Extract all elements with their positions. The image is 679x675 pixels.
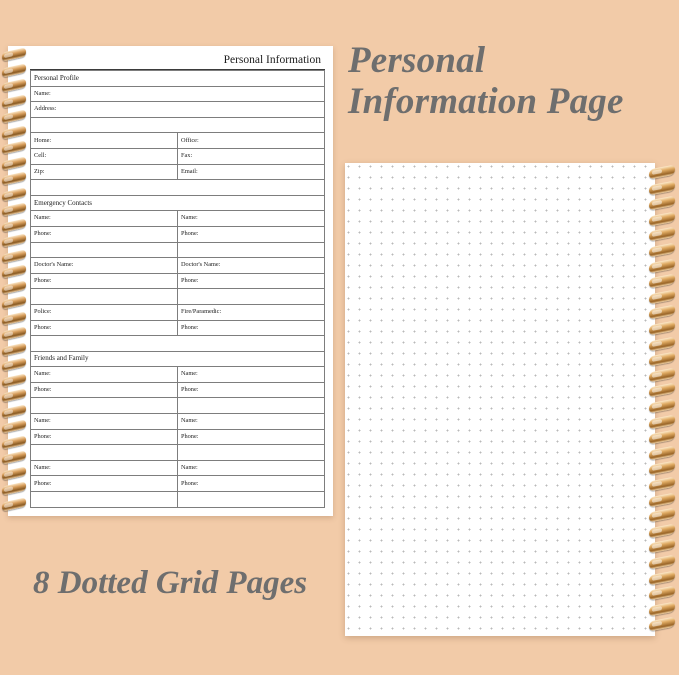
form-field[interactable]: Police: [31,304,178,320]
spiral-coil [649,461,675,476]
form-row [31,133,325,149]
spiral-coil [2,326,26,340]
form-field[interactable]: Fire/Paramedic: [178,304,325,320]
form-row [31,382,325,398]
dotted-grid-page [345,163,655,636]
form-row [31,117,325,133]
form-field[interactable]: Phone: [178,382,325,398]
form-field[interactable]: Phone: [178,476,325,492]
spiral-coil [2,218,26,232]
spiral-coil [649,180,675,195]
form-field-blank[interactable] [178,445,325,461]
spiral-coil [649,289,675,304]
spiral-coil [649,617,675,632]
form-row [31,398,325,414]
spiral-coil [649,367,675,382]
form-row [31,148,325,164]
dotted-grid-notebook [345,163,679,638]
spiral-coil [2,404,26,418]
form-row [31,102,325,118]
spiral-coil [649,539,675,554]
spiral-coil [2,202,26,216]
spiral-coil [649,274,675,289]
form-field[interactable]: Name: [31,460,178,476]
spiral-coil [649,242,675,257]
form-field-blank[interactable] [31,117,325,133]
spiral-coil [2,156,26,170]
spiral-coil [2,388,26,402]
form-row [31,476,325,492]
form-row [31,460,325,476]
form-field[interactable]: Cell: [31,148,178,164]
spiral-coil [2,311,26,325]
form-field[interactable]: Phone: [31,429,178,445]
spiral-coil [2,481,26,495]
spiral-coil [2,249,26,263]
form-field-blank[interactable] [31,242,178,258]
spiral-coil [2,419,26,433]
form-field[interactable]: Office: [178,133,325,149]
form-field-blank[interactable] [178,242,325,258]
form-row [31,367,325,383]
page-title: Personal Information [223,54,321,66]
spiral-coil [649,211,675,226]
spiral-coil [2,63,26,77]
spiral-coil [649,196,675,211]
form-row [31,211,325,227]
form-row [31,273,325,289]
spiral-coil [649,398,675,413]
spiral-coil [2,94,26,108]
spiral-coil [649,570,675,585]
form-field[interactable]: Phone: [31,382,178,398]
spiral-coil [2,373,26,387]
form-field[interactable]: Phone: [31,320,178,336]
form-row [31,492,325,508]
form-field[interactable]: Fax: [178,148,325,164]
form-field[interactable]: Phone: [178,320,325,336]
form-row [31,320,325,336]
section-heading: Friends and Family [31,351,325,367]
spiral-coil [649,586,675,601]
form-field[interactable]: Phone: [178,226,325,242]
form-field[interactable]: Name: [178,211,325,227]
spiral-coil [2,125,26,139]
form-field[interactable]: Name: [31,211,178,227]
spiral-coil [2,47,26,61]
spiral-coil [2,109,26,123]
spiral-coil [2,280,26,294]
spiral-coil [649,258,675,273]
spiral-coil [2,435,26,449]
spiral-coil [649,227,675,242]
spiral-coil [2,171,26,185]
spiral-coil [649,320,675,335]
form-field-blank[interactable] [31,289,178,305]
spiral-coil [649,492,675,507]
spiral-coil [2,295,26,309]
headline-line-1: Personal [348,40,486,81]
spiral-coil [2,233,26,247]
form-field[interactable]: Email: [178,164,325,180]
form-field[interactable]: Name: [31,86,325,102]
spiral-coil [649,414,675,429]
form-row [31,304,325,320]
spiral-coil [2,466,26,480]
spiral-coil [649,554,675,569]
spiral-coil [649,305,675,320]
form-field[interactable]: Name: [178,460,325,476]
form-spacer-row [31,180,325,196]
spiral-coil [2,140,26,154]
form-field[interactable]: Phone: [31,273,178,289]
form-field[interactable]: Home: [31,133,178,149]
form-row [31,164,325,180]
form-row [31,242,325,258]
spiral-coil [2,497,26,511]
personal-information-notebook [2,46,335,519]
form-field[interactable]: Zip: [31,164,178,180]
form-field[interactable]: Phone: [31,476,178,492]
headline [348,40,668,123]
form-field-blank[interactable] [178,289,325,305]
form-field-blank[interactable] [178,398,325,414]
form-field[interactable]: Name: [178,414,325,430]
spiral-coil [2,342,26,356]
form-field-blank[interactable] [31,445,178,461]
form-field-blank[interactable] [31,398,178,414]
spiral-coil [2,357,26,371]
form-row [31,445,325,461]
spiral-coil [649,164,675,179]
form-field-blank[interactable] [178,492,325,508]
form-section-header [31,71,325,87]
form-field[interactable]: Phone: [178,429,325,445]
form-row [31,258,325,274]
form-row [31,414,325,430]
spiral-coil [2,187,26,201]
form-field[interactable]: Name: [31,367,178,383]
spiral-coil [649,523,675,538]
spiral-coil [649,601,675,616]
form-field[interactable]: Name: [31,414,178,430]
form-field[interactable]: Doctor's Name: [178,258,325,274]
spiral-coil [649,430,675,445]
form-row [31,86,325,102]
subheadline: 8 Dotted Grid Pages [33,565,308,601]
personal-information-form [30,70,325,508]
form-field[interactable]: Address: [31,102,325,118]
form-row [31,226,325,242]
spiral-coil [2,264,26,278]
form-section-header [31,351,325,367]
section-heading: Emergency Contacts [31,195,325,211]
spiral-coil [649,352,675,367]
page-content [30,54,325,506]
spiral-coil [2,450,26,464]
form-field-blank[interactable] [31,492,178,508]
spiral-binding-right [649,161,679,639]
form-spacer-row [31,336,325,352]
spiral-coil [649,476,675,491]
form-field[interactable]: Phone: [31,226,178,242]
section-heading: Personal Profile [31,71,325,87]
spiral-coil [649,336,675,351]
spiral-binding-left [2,46,28,516]
form-field[interactable]: Doctor's Name: [31,258,178,274]
spiral-coil [649,445,675,460]
personal-information-page [8,46,333,516]
headline-line-2: Information Page [348,81,624,123]
spiral-coil [649,508,675,523]
form-row [31,429,325,445]
form-section-header [31,195,325,211]
spiral-coil [2,78,26,92]
form-field[interactable]: Phone: [178,273,325,289]
form-field[interactable]: Name: [178,367,325,383]
spiral-coil [649,383,675,398]
form-row [31,289,325,305]
